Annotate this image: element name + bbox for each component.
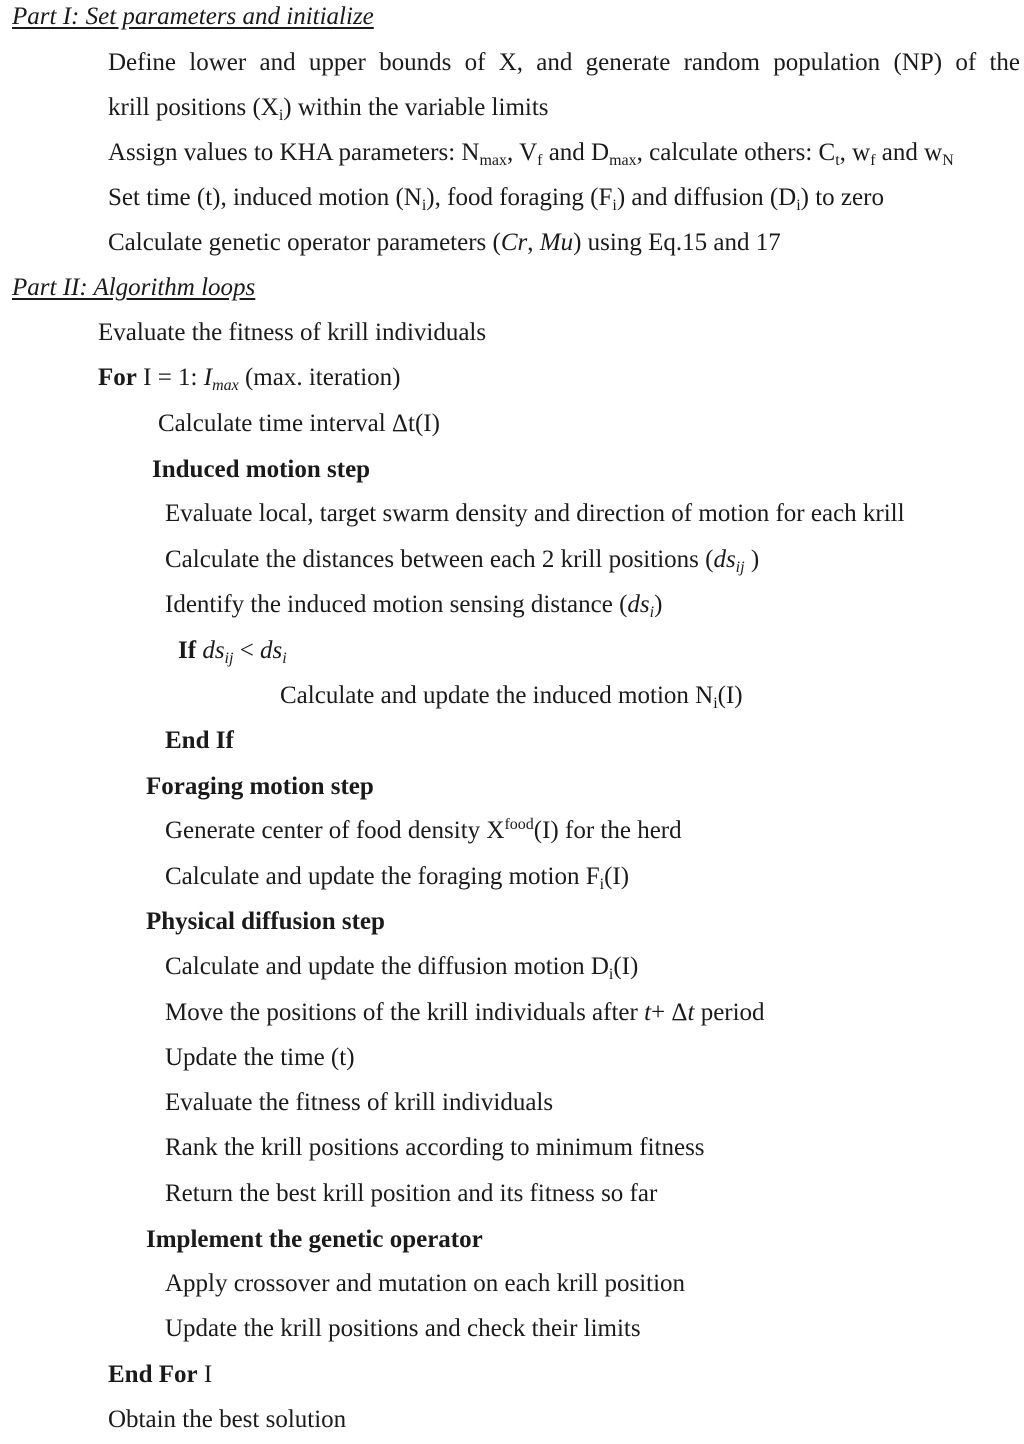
part1-header: Part I: Set parameters and initialize — [12, 3, 374, 30]
part2-header: Part II: Algorithm loops — [12, 274, 256, 301]
part1-line-set-zero: Set time (t), induced motion $(N_i)$, food foraging $(F_i)$ and diffusion $(D_i)$ to zero — [108, 184, 884, 214]
genetic-crossover-line: Apply crossover and mutation on each krill position — [165, 1270, 686, 1297]
induced-update-line: Calculate and update the induced motion $N_i(I)$ — [280, 682, 743, 712]
end-if-line: End If — [165, 727, 234, 754]
part2-evaluate-fitness: Evaluate the fitness of krill individuals — [98, 319, 487, 346]
induced-calc-distances: Calculate the distances between each 2 krill positions ($ds_{ij}$ ) — [165, 546, 760, 576]
diffusion-header: Physical diffusion step — [146, 908, 385, 935]
update-time-line: Update the time (t) — [165, 1044, 355, 1071]
part1-line-genetic-params: Calculate genetic operator parameters (Cr, Mu) using Eq.15 and 17 — [108, 229, 781, 256]
foraging-food-center: Generate center of food density $X^{food}(I)$ for the herd — [165, 816, 682, 844]
if-condition-line: If $ds_{ij} < ds_i$ — [178, 637, 287, 667]
for-loop-line: For I = 1: $I_{max}$ (max. iteration) — [98, 364, 401, 394]
foraging-motion-header: Foraging motion step — [146, 773, 374, 800]
rank-positions-line: Rank the krill positions according to minimum fitness — [165, 1134, 705, 1161]
genetic-update-limits-line: Update the krill positions and check their limits — [165, 1315, 641, 1342]
diffusion-update-line: Calculate and update the diffusion motion $D_i(I)$ — [165, 953, 639, 983]
induced-sensing-distance: Identify the induced motion sensing distance $(ds_i)$ — [165, 591, 663, 621]
calc-time-interval: Calculate time interval Δt(I) — [158, 410, 440, 437]
evaluate-fitness-line-2: Evaluate the fitness of krill individuals — [165, 1089, 554, 1116]
move-positions-line: Move the positions of the krill individuals after t+ Δt period — [165, 999, 765, 1026]
return-best-line: Return the best krill position and its fitness so far — [165, 1180, 658, 1207]
induced-evaluate-density: Evaluate local, target swarm density and direction of motion for each krill — [165, 500, 905, 527]
part1-line-assign-params: Assign values to KHA parameters: $N_{max}$, $V_f$ and $D_{max}$, calculate others: $C_t$, $w_f$ and $w_N$ — [108, 139, 954, 169]
genetic-operator-header: Implement the genetic operator — [146, 1226, 483, 1253]
part1-line-krill-positions: krill positions $(X_i)$ within the variable limits — [108, 94, 549, 124]
part1-line-define-bounds: Define lower and upper bounds of X, and generate random population (NP) of the — [108, 49, 1020, 76]
induced-motion-header: Induced motion step — [152, 456, 371, 483]
end-for-line: End For I — [108, 1361, 213, 1388]
obtain-best-solution: Obtain the best solution — [108, 1406, 347, 1433]
foraging-update-line: Calculate and update the foraging motion $F_i(I)$ — [165, 863, 630, 893]
